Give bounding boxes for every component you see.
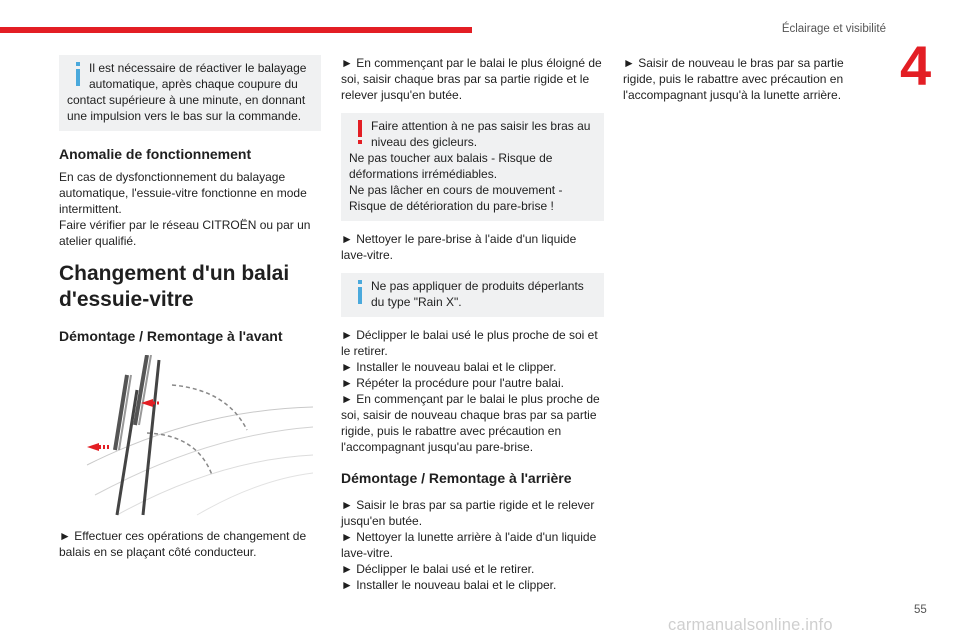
anomaly-paragraph-2: Faire vérifier par le réseau CITROËN ou par un atelier qualifié. <box>59 218 311 248</box>
step-item: ► Installer le nouveau balai et le clipper. <box>341 360 557 374</box>
page-number: 55 <box>914 604 927 616</box>
info-note-rainx <box>341 273 604 317</box>
info-note-continuation: contact supérieure à une minute, en donnant une impulsion vers le bas sur la commande. <box>67 93 306 123</box>
header-accent-bar <box>0 27 472 33</box>
step-item: ► Répéter la procédure pour l'autre balai. <box>341 376 564 390</box>
warning-note <box>341 113 604 221</box>
step-item: ► En commençant par le balai le plus proche de soi, saisir de nouveau chaque bras par sa partie rigide, puis le rabattre avec précaution en l'accompagnant jusqu'au pare-brise. <box>341 392 600 454</box>
rear-section-heading: Démontage / Remontage à l'arrière <box>341 470 572 486</box>
step-item: ► Déclipper le balai usé le plus proche de soi et le retirer. <box>341 328 598 358</box>
step-item: ► Déclipper le balai usé et le retirer. <box>341 562 535 576</box>
chapter-number: 4 <box>900 34 932 97</box>
info-note <box>59 55 321 131</box>
info-note-text: Ne pas appliquer de produits déperlants du type "Rain X". <box>371 279 584 309</box>
warning-icon <box>349 118 371 146</box>
step-clean-windshield: ► Nettoyer le pare-brise à l'aide d'un liquide lave-vitre. <box>341 232 577 262</box>
watermark: carmanualsonline.info <box>668 616 833 634</box>
step-lift-arms: ► En commençant par le balai le plus éloigné de soi, saisir chaque bras par sa partie rigide et le relever jusqu'en butée. <box>341 56 602 102</box>
main-heading: Changement d'un balai d'essuie-vitre <box>59 262 290 311</box>
step-item: ► Installer le nouveau balai et le clipper. <box>341 578 557 592</box>
section-title: Éclairage et visibilité <box>781 23 886 35</box>
info-icon <box>349 278 371 306</box>
column-right <box>623 55 863 103</box>
front-section-heading: Démontage / Remontage à l'avant <box>59 328 283 344</box>
step-item: ► Saisir le bras par sa partie rigide et le relever jusqu'en butée. <box>341 498 595 528</box>
windshield-wiper-illustration <box>77 355 317 520</box>
column-middle <box>341 55 604 593</box>
step-item: ► Nettoyer la lunette arrière à l'aide d'un liquide lave-vitre. <box>341 530 597 560</box>
anomaly-paragraph: En cas de dysfonctionnement du balayage automatique, l'essuie-vitre fonctionne en mode intermittent. <box>59 170 307 216</box>
info-icon <box>67 60 89 88</box>
driver-side-step: ► Effectuer ces opérations de changement de balais en se plaçant côté conducteur. <box>59 529 307 559</box>
column-left <box>59 55 321 560</box>
warning-text: Faire attention à ne pas saisir les bras au niveau des gicleurs. <box>371 119 591 149</box>
step-fold-rear-arm: ► Saisir de nouveau le bras par sa partie rigide, puis le rabattre avec précaution en l'accompagnant jusqu'à la lunette arrière. <box>623 56 844 102</box>
anomaly-heading: Anomalie de fonctionnement <box>59 146 252 162</box>
warning-text-2: Ne pas toucher aux balais - Risque de déformations irrémédiables. <box>349 151 553 181</box>
warning-text-3: Ne pas lâcher en cours de mouvement - Risque de détérioration du pare-brise ! <box>349 183 563 213</box>
info-note-text: Il est nécessaire de réactiver le balayage automatique, après chaque coupure du <box>89 61 307 91</box>
